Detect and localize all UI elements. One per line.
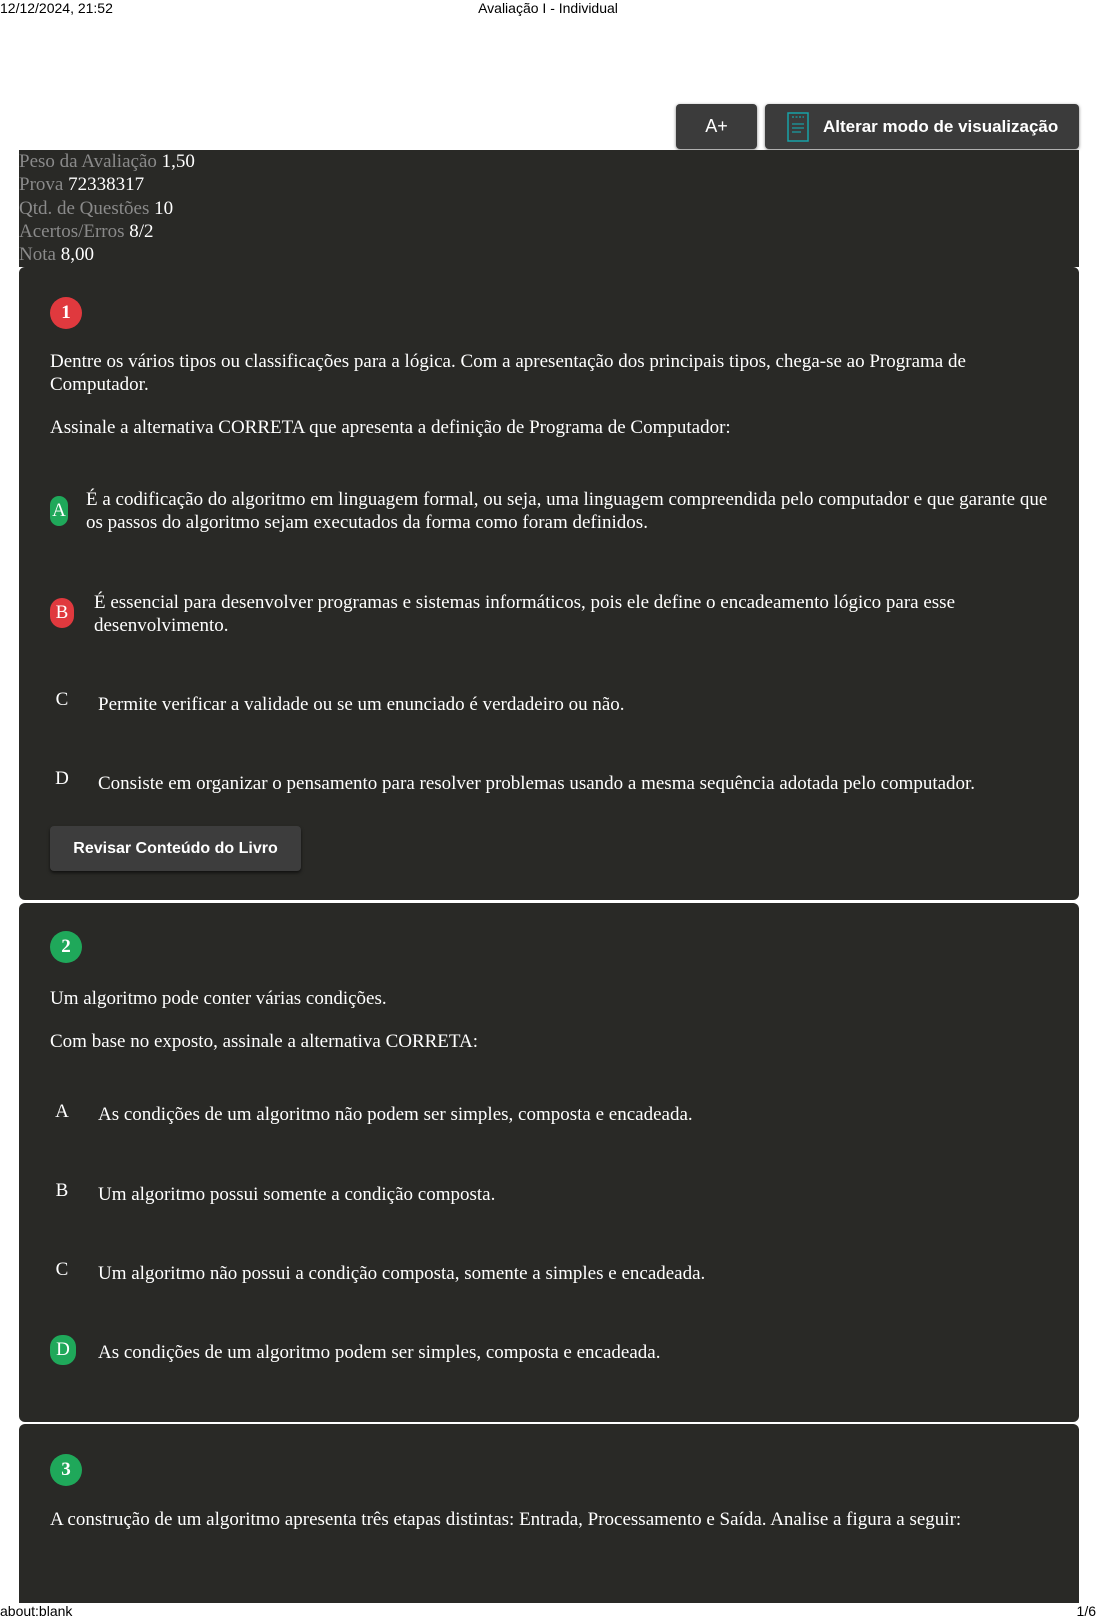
question-number-badge: 2 <box>50 931 82 963</box>
summary-exam: Prova 72338317 <box>19 174 145 196</box>
view-mode-button[interactable] <box>765 104 1079 149</box>
option-text-b[interactable]: É essencial para desenvolver programas e sistemas informáticos, pois ele define o encadeamento lógico para esse desenvolvimento. <box>94 592 956 636</box>
option-text-b[interactable]: Um algoritmo possui somente a condição composta. <box>98 1184 496 1205</box>
question-card-3 <box>19 1424 1079 1603</box>
print-datetime: 12/12/2024, 21:52 <box>0 0 113 16</box>
print-url: about:blank <box>0 1603 73 1619</box>
option-text-a[interactable]: É a codificação do algoritmo em linguagem formal, ou seja, uma linguagem compreendida pelo computador e que garante que os passos do algoritmo sejam executados da forma como foram definidos. <box>86 489 1048 533</box>
exam-summary <box>19 150 1079 267</box>
question-text: Um algoritmo pode conter várias condições. <box>50 988 387 1009</box>
question-instruction: Assinale a alternativa CORRETA que apresenta a definição de Programa de Computador: <box>50 417 731 438</box>
print-footer <box>0 1603 1096 1621</box>
document-icon <box>787 112 809 142</box>
summary-question-count: Qtd. de Questões 10 <box>19 197 174 219</box>
summary-weight: Peso da Avaliação 1,50 <box>19 151 195 172</box>
font-size-button[interactable] <box>676 104 757 149</box>
option-text-c[interactable]: Permite verificar a validade ou se um enunciado é verdadeiro ou não. <box>98 694 625 715</box>
question-text: Dentre os vários tipos ou classificações para a lógica. Com a apresentação dos principais tipos, chega-se ao Programa de Computador. <box>50 351 966 395</box>
option-letter-a[interactable]: A <box>55 1101 69 1122</box>
option-text-d[interactable]: As condições de um algoritmo podem ser simples, composta e encadeada. <box>98 1342 661 1363</box>
question-text: A construção de um algoritmo apresenta três etapas distintas: Entrada, Processamento e Saída. Analise a figura a seguir: <box>50 1509 962 1530</box>
print-header <box>0 0 1096 18</box>
font-size-label: A+ <box>705 116 728 136</box>
summary-grade: Nota 8,00 <box>19 244 94 266</box>
option-letter-b[interactable]: B <box>55 1180 69 1201</box>
review-book-button[interactable] <box>50 826 301 871</box>
option-letter-b[interactable]: B <box>50 598 74 628</box>
question-number-badge: 3 <box>50 1454 82 1486</box>
option-letter-d[interactable]: D <box>55 768 69 789</box>
question-card-2 <box>19 903 1079 1422</box>
option-letter-c[interactable]: C <box>55 689 69 710</box>
question-number-badge: 1 <box>50 297 82 329</box>
option-letter-a[interactable]: A <box>50 496 68 526</box>
view-mode-label: Alterar modo de visualização <box>823 116 1059 136</box>
option-text-a[interactable]: As condições de um algoritmo não podem ser simples, composta e encadeada. <box>98 1104 693 1125</box>
option-text-d[interactable]: Consiste em organizar o pensamento para resolver problemas usando a mesma sequência adotada pelo computador. <box>98 773 976 794</box>
print-page-number: 1/6 <box>1076 1603 1096 1619</box>
option-text-c[interactable]: Um algoritmo não possui a condição composta, somente a simples e encadeada. <box>98 1263 706 1284</box>
option-letter-d[interactable]: D <box>50 1335 76 1365</box>
review-book-label: Revisar Conteúdo do Livro <box>73 839 278 857</box>
print-title: Avaliação I - Individual <box>478 0 618 16</box>
question-instruction: Com base no exposto, assinale a alternativa CORRETA: <box>50 1031 479 1052</box>
option-letter-c[interactable]: C <box>55 1259 69 1280</box>
summary-score: Acertos/Erros 8/2 <box>19 220 154 242</box>
question-card-1 <box>19 267 1079 900</box>
